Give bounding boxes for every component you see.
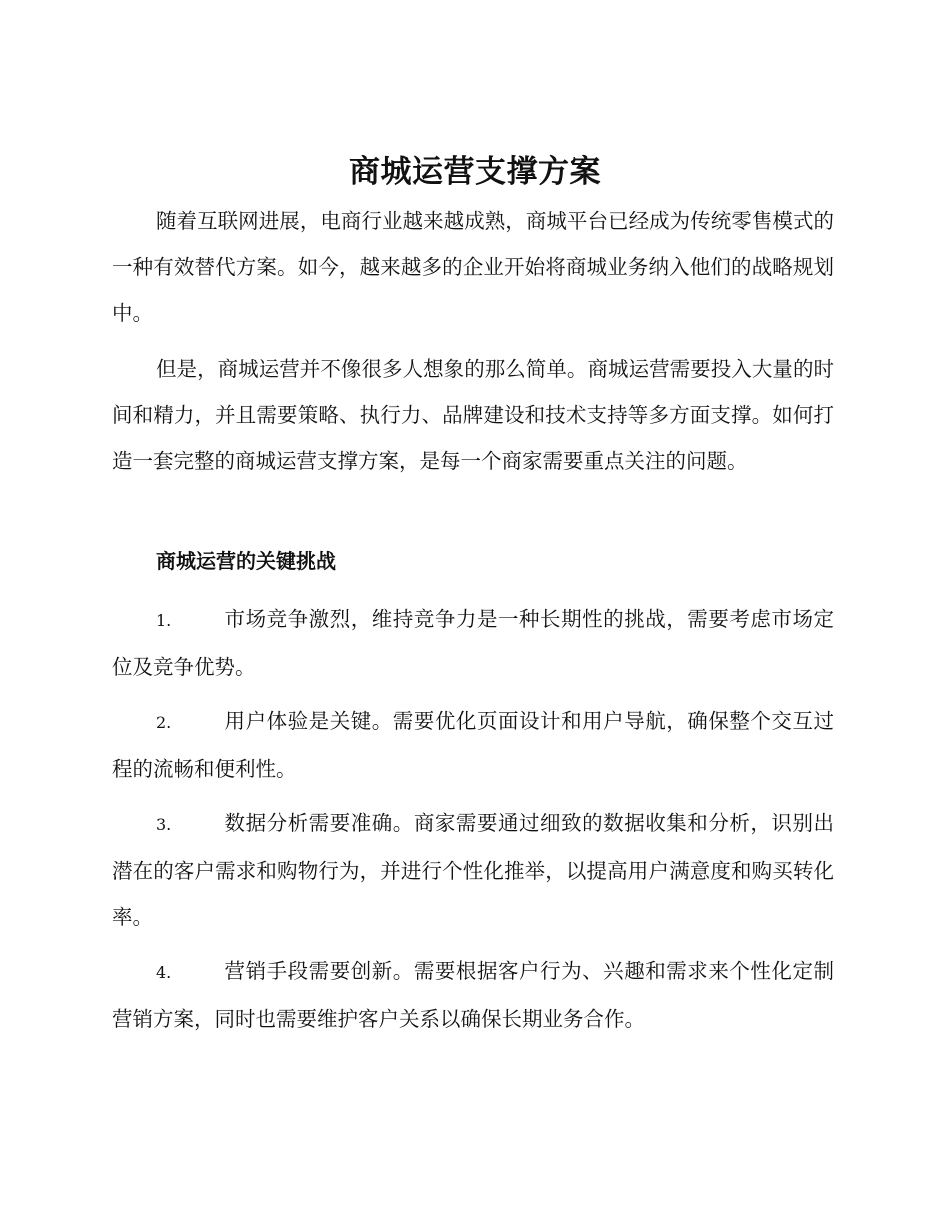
- document-title: 商城运营支撑方案: [349, 154, 601, 190]
- list-item-text: 用户体验是关键。需要优化页面设计和用户导航，确保整个交互过程的流畅和便利性。: [112, 709, 834, 781]
- list-item: [112, 948, 834, 1042]
- intro-paragraph: 随着互联网进展，电商行业越来越成熟，商城平台已经成为传统零售模式的一种有效替代方案。如今，越来越多的企业开始将商城业务纳入他们的战略规划中。: [112, 209, 834, 325]
- list-item-number: 1.: [156, 611, 172, 630]
- list-item-number: 3.: [156, 815, 172, 834]
- list-item-text: 市场竞争激烈，维持竞争力是一种长期性的挑战，需要考虑市场定位及竞争优势。: [112, 607, 834, 679]
- body-paragraph: 但是，商城运营并不像很多人想象的那么简单。商城运营需要投入大量的时间和精力，并且需要策略、执行力、品牌建设和技术支持等多方面支撑。如何打造一套完整的商城运营支撑方案，是每一个商家需要重点关注的问题。: [112, 357, 834, 473]
- list-item-text: 营销手段需要创新。需要根据客户行为、兴趣和需求来个性化定制营销方案，同时也需要维护客户关系以确保长期业务合作。: [112, 959, 834, 1031]
- list-item-number: 4.: [156, 963, 172, 982]
- list-item-number: 2.: [156, 713, 172, 732]
- list-item: [112, 800, 834, 940]
- list-item: [112, 596, 834, 690]
- section-heading: 商城运营的关键挑战: [156, 549, 336, 573]
- list-item: [112, 698, 834, 792]
- list-item-text: 数据分析需要准确。商家需要通过细致的数据收集和分析，识别出潜在的客户需求和购物行为，并进行个性化推举，以提高用户满意度和购买转化率。: [112, 811, 834, 929]
